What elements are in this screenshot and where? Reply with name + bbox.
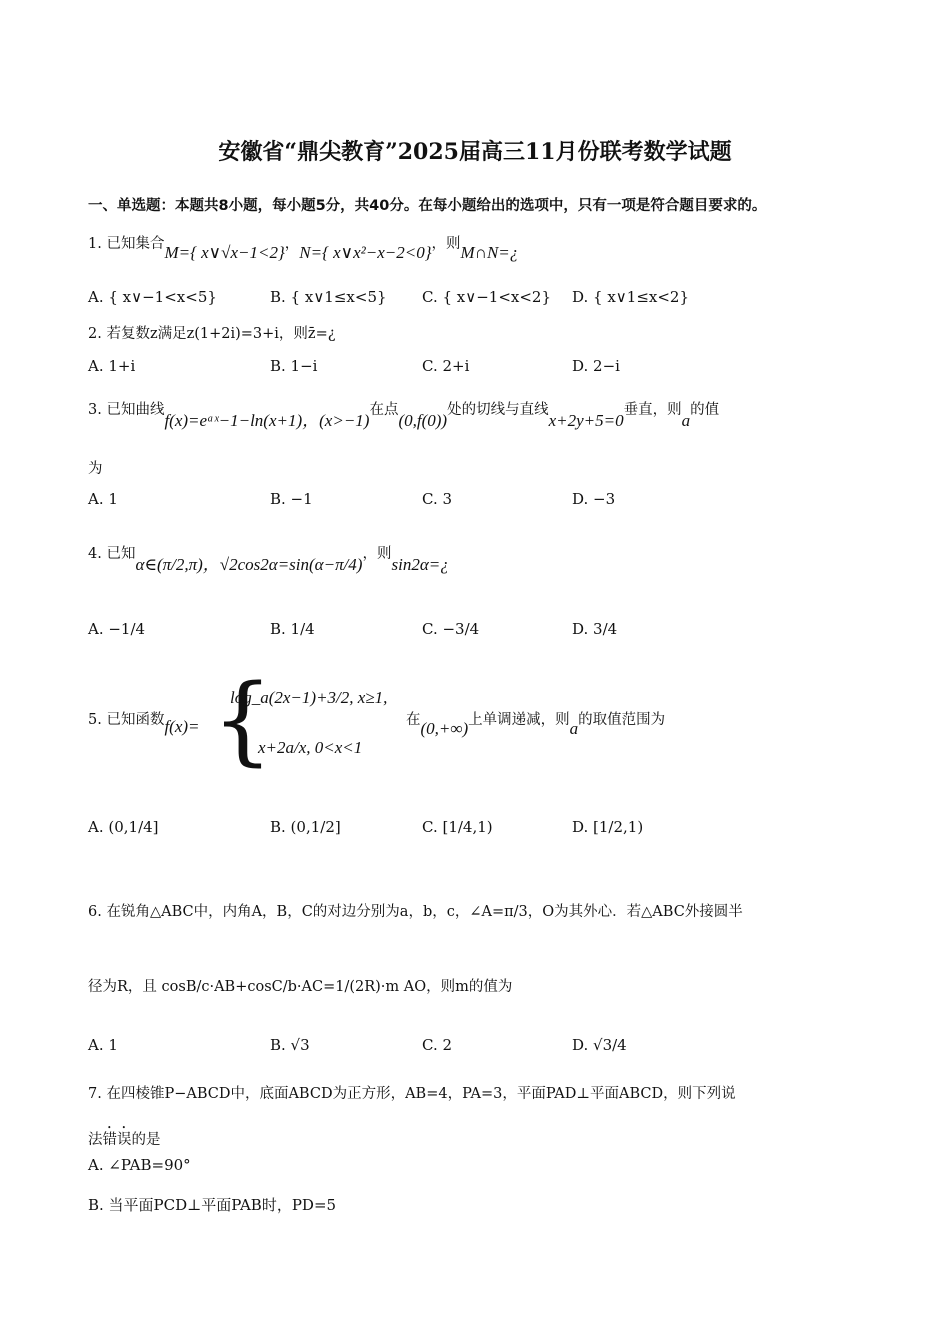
q2-option-d[interactable]: D. 2−i <box>572 357 620 375</box>
question-1: 1. 已知集合M={ x∨√x−1<2}，N={ x∨x²−x−2<0}，则M∩N=¿ <box>88 236 519 262</box>
q7-emphasis: 错误 <box>102 1132 132 1148</box>
question-6-line-2: 径为R，且 cosB/c·AB+cosC/b·AC=1/(2R)·m AO，则m的值为 <box>88 979 513 995</box>
q1-set-n: N={ x∨x²−x−2<0} <box>299 243 432 262</box>
section-heading: 一、单选题：本题共8小题，每小题5分，共40分。在每小题给出的选项中，只有一项是符合题目要求的。 <box>88 198 767 214</box>
q2-option-a[interactable]: A. 1+i <box>88 357 136 375</box>
q1-ask: M∩N=¿ <box>460 243 519 262</box>
q4-condition: α∈(π/2,π)，√2cos2α=sin(α−π/4) <box>135 555 363 574</box>
q6-option-c[interactable]: C. 2 <box>422 1036 453 1054</box>
q4-option-a[interactable]: A. −1/4 <box>88 620 146 638</box>
q5-option-b[interactable]: B. (0,1/2] <box>270 818 341 836</box>
q4-option-b[interactable]: B. 1/4 <box>270 620 315 638</box>
q3-option-b[interactable]: B. −1 <box>270 490 313 508</box>
q3-option-c[interactable]: C. 3 <box>422 490 453 508</box>
q3-function: f(x)=eᵃˣ−1−ln(x+1)，(x>−1) <box>164 411 370 430</box>
question-2: 2. 若复数z满足z(1+2i)=3+i，则z̄=¿ <box>88 326 336 342</box>
q2-option-b[interactable]: B. 1−i <box>270 357 318 375</box>
question-7-line-2: 法错误的是 <box>88 1132 161 1148</box>
question-6-line-1: 6. 在锐角△ABC中，内角A，B，C的对边分别为a，b，c，∠A=π/3，O为其外心．若△ABC外接圆半 <box>88 904 743 920</box>
q2-option-c[interactable]: C. 2+i <box>422 357 470 375</box>
q1-option-b[interactable]: B. { x∨1≤x<5} <box>270 288 387 306</box>
q4-option-d[interactable]: D. 3/4 <box>572 620 618 638</box>
question-7-line-1: 7. 在四棱锥P−ABCD中，底面ABCD为正方形，AB=4，PA=3，平面PAD⊥平面ABCD，则下列说 <box>88 1086 736 1102</box>
q3-option-d[interactable]: D. −3 <box>572 490 616 508</box>
q5-brace: { <box>212 664 274 776</box>
q1-set-m: M={ x∨√x−1<2} <box>164 243 285 262</box>
q6-option-d[interactable]: D. √3/4 <box>572 1036 627 1054</box>
q7-option-a[interactable]: A. ∠PAB=90° <box>88 1156 191 1174</box>
q4-option-c[interactable]: C. −3/4 <box>422 620 480 638</box>
q6-option-a[interactable]: A. 1 <box>88 1036 118 1054</box>
q5-tail: 在(0,+∞)上单调递减，则a的取值范围为 <box>406 712 666 738</box>
q1-stem: 1. 已知集合 <box>88 236 165 252</box>
q1-option-d[interactable]: D. { x∨1≤x<2} <box>572 288 690 306</box>
q3-wrap: 为 <box>88 461 103 477</box>
q5-option-d[interactable]: D. [1/2,1) <box>572 818 644 836</box>
q5-option-a[interactable]: A. (0,1/4] <box>88 818 159 836</box>
q3-option-a[interactable]: A. 1 <box>88 490 118 508</box>
q7-option-b[interactable]: B. 当平面PCD⊥平面PAB时，PD=5 <box>88 1196 337 1214</box>
q5-case-2: x+2a/x, 0<x<1 <box>258 738 363 757</box>
question-5: 5. 已知函数f(x)= <box>88 712 200 736</box>
question-3: 3. 已知曲线f(x)=eᵃˣ−1−ln(x+1)，(x>−1)在点(0,f(0))处的切线与直线x+2y+5=0垂直，则a的值 <box>88 402 720 430</box>
q1-option-a[interactable]: A. { x∨−1<x<5} <box>88 288 217 306</box>
exam-title: 安徽省“鼎尖教育”2025届高三11月份联考数学试题 <box>218 139 732 165</box>
q6-option-b[interactable]: B. √3 <box>270 1036 310 1054</box>
q5-option-c[interactable]: C. [1/4,1) <box>422 818 493 836</box>
q5-case-1: log_a(2x−1)+3/2, x≥1, <box>230 688 388 707</box>
q1-option-c[interactable]: C. { x∨−1<x<2} <box>422 288 552 306</box>
question-4: 4. 已知α∈(π/2,π)，√2cos2α=sin(α−π/4)，则sin2α=¿ <box>88 546 449 574</box>
